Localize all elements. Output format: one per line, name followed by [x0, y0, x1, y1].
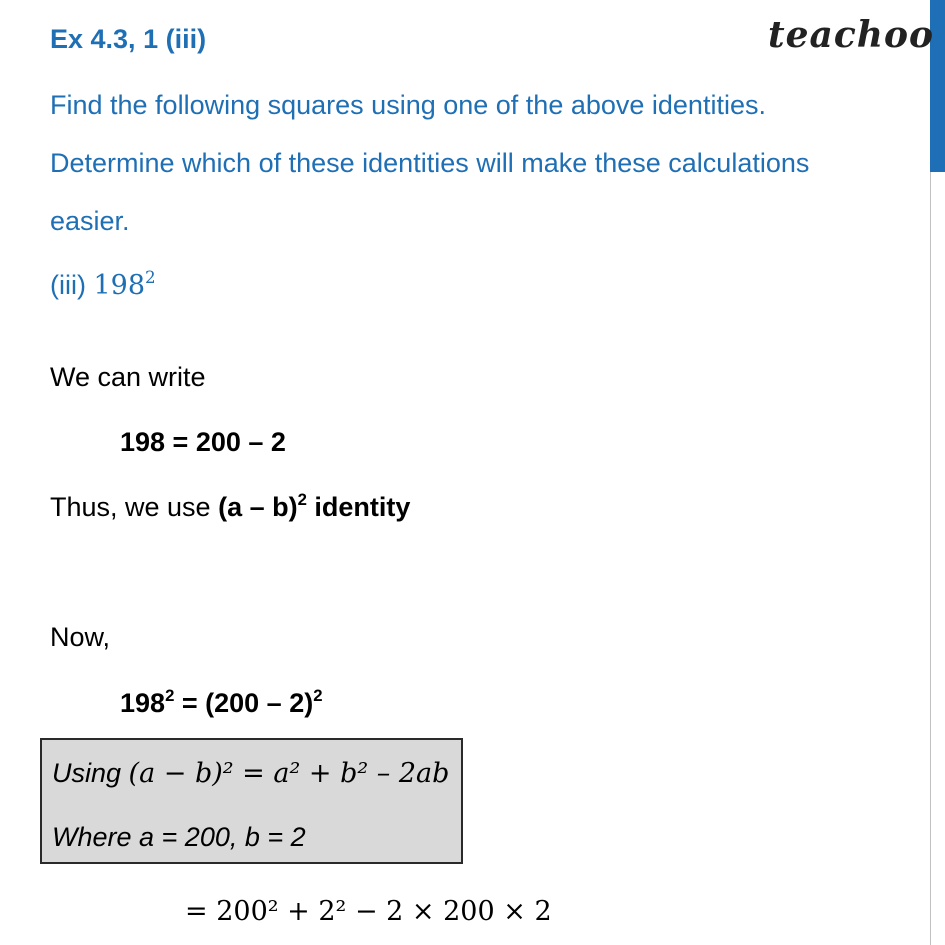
question-line-1: Find the following squares using one of the above identities. — [50, 90, 766, 120]
part-label: (iii) — [50, 270, 94, 300]
we-can-write-text: We can write — [50, 362, 206, 392]
part-number: $198^2$ — [93, 267, 156, 301]
question-line-2: Determine which of these identities will make these calculations — [50, 148, 810, 178]
question-part — [50, 267, 156, 301]
teachoo-logo[interactable]: teachoo — [768, 14, 934, 56]
right-scroll-rail — [930, 0, 945, 945]
final-expansion: = 200² + 2² − 2 × 200 × 2 — [185, 896, 552, 927]
now-text: Now, — [50, 622, 111, 652]
exercise-label: Ex 4.3, 1 (iii) — [50, 24, 207, 54]
equation-198-squared: $198^2 = (200 - 2)^2$ — [120, 686, 323, 718]
question-line-3: easier. — [50, 206, 130, 236]
equation-198: 198 = 200 – 2 — [120, 427, 286, 457]
identity-sentence: Thus, we use (a – b)$^2$ identity — [50, 490, 411, 522]
hint-line-2: Where a = 200, b = 2 — [52, 822, 306, 852]
hint-line-1: Using (a − b)² = a² + b² – 2ab — [52, 758, 450, 789]
